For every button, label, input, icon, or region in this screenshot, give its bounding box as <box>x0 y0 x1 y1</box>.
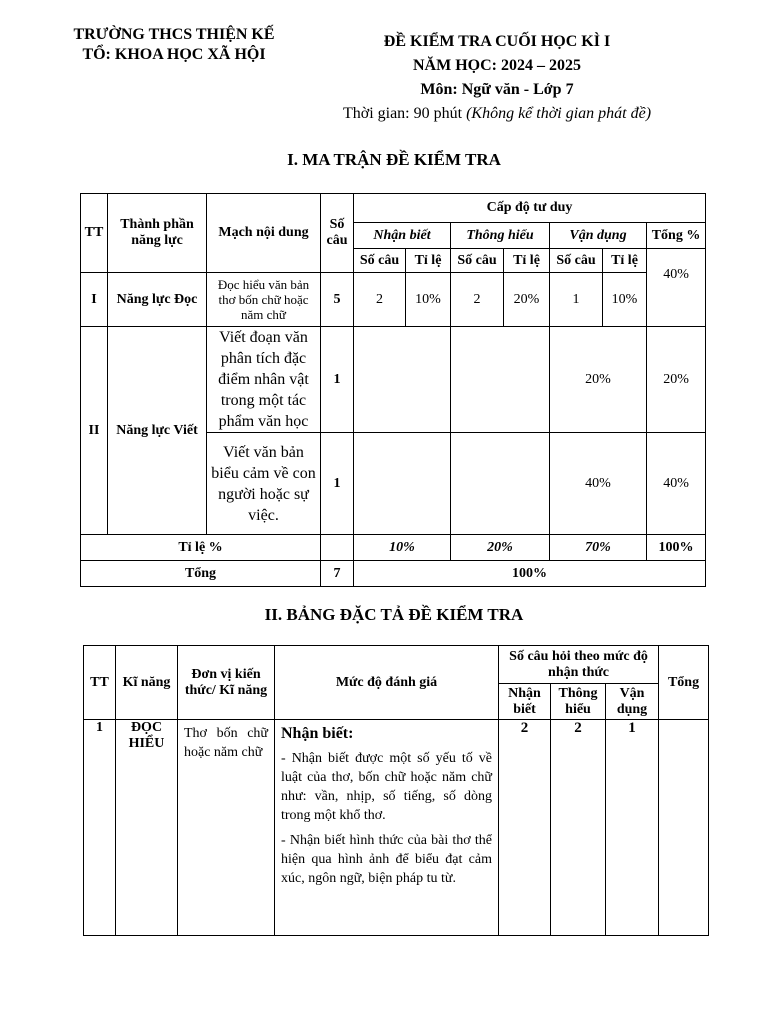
row2-und-a <box>451 327 550 433</box>
matrix-ratio-row <box>81 535 706 561</box>
level-heading: Nhận biết: <box>281 725 354 742</box>
exam-matrix-table <box>80 193 706 587</box>
row1-app-pct: 10% <box>603 273 647 327</box>
row2-app-pct-b: 40% <box>550 433 647 535</box>
row2-rec-b <box>354 433 451 535</box>
spec-row-1 <box>84 720 709 936</box>
spec-th-unit: Đơn vị kiến thức/ Kĩ năng <box>178 646 275 720</box>
row2-rec-a <box>354 327 451 433</box>
total-pct-reading: 40% <box>647 249 706 327</box>
matrix-row-writing-a <box>81 327 706 433</box>
row2-competency: Năng lực Viết <box>108 327 207 535</box>
th-ti-le-rec: Tỉ lệ <box>406 249 451 273</box>
level-paragraph-1: - Nhận biết được một số yếu tố về luật của thơ, bốn chữ hoặc năm chữ như: vần, nhịp, số tiếng, số dòng trong một khổ thơ. <box>281 751 492 823</box>
spec-row1-skill: ĐỌC HIỂU <box>116 720 178 936</box>
row2-total-a: 20% <box>647 327 706 433</box>
spec-header-row-1 <box>84 646 709 684</box>
spec-th-recognize: Nhận biết <box>499 684 551 720</box>
spec-row1-tt: 1 <box>84 720 116 936</box>
th-so-cau-und: Số câu <box>451 249 504 273</box>
th-thinking-level: Cấp độ tư duy <box>354 194 706 223</box>
row2-total-b: 40% <box>647 433 706 535</box>
ratio-und: 20% <box>451 535 550 561</box>
exam-title: ĐỀ KIỂM TRA CUỐI HỌC KÌ I <box>383 33 611 50</box>
th-ti-le-app: Tỉ lệ <box>603 249 647 273</box>
th-recognize: Nhận biết <box>354 223 451 249</box>
ratio-label: Tỉ lệ % <box>81 535 321 561</box>
exam-spec-table <box>83 645 709 936</box>
department-name: TỔ: KHOA HỌC XÃ HỘI <box>82 46 266 63</box>
th-tt: TT <box>81 194 108 273</box>
total-num: 7 <box>321 561 354 587</box>
th-total-pct: Tổng % <box>647 223 706 249</box>
row2-tt: II <box>81 327 108 535</box>
row2-num-b: 1 <box>321 433 354 535</box>
time-note: (Không kể thời gian phát đề) <box>466 105 652 122</box>
spec-row1-und: 2 <box>551 720 606 936</box>
spec-row1-rec: 2 <box>499 720 551 936</box>
row2-num-a: 1 <box>321 327 354 433</box>
row1-competency: Năng lực Đọc <box>108 273 207 327</box>
row1-content: Đọc hiểu văn bản thơ bốn chữ hoặc năm chữ <box>207 273 321 327</box>
ratio-empty <box>321 535 354 561</box>
th-so-cau-rec: Số câu <box>354 249 406 273</box>
spec-row1-total <box>659 720 709 936</box>
row1-rec-count: 2 <box>354 273 406 327</box>
ratio-rec: 10% <box>354 535 451 561</box>
spec-th-skill: Kĩ năng <box>116 646 178 720</box>
total-value: 100% <box>354 561 706 587</box>
th-ti-le-und: Tỉ lệ <box>504 249 550 273</box>
spec-th-apply: Vận dụng <box>606 684 659 720</box>
th-content: Mạch nội dung <box>207 194 321 273</box>
spec-th-understand: Thông hiểu <box>551 684 606 720</box>
section1-title: I. MA TRẬN ĐỀ KIỂM TRA <box>287 150 501 169</box>
row2-app-pct-a: 20% <box>550 327 647 433</box>
spec-row1-app: 1 <box>606 720 659 936</box>
matrix-row-reading <box>81 273 706 327</box>
row2-content-b: Viết văn bản biểu cảm về con người hoặc sự việc. <box>207 433 321 535</box>
spec-row1-unit: Thơ bốn chữ hoặc năm chữ <box>178 720 275 936</box>
th-num-questions: Số câu <box>321 194 354 273</box>
row1-num: 5 <box>321 273 354 327</box>
subject: Môn: Ngữ văn - Lớp 7 <box>420 81 574 98</box>
th-understand: Thông hiểu <box>451 223 550 249</box>
level-paragraph-2: - Nhận biết hình thức của bài thơ thể hiện qua hình ảnh để biểu đạt cảm xúc, ngôn ngữ, biện pháp tu từ. <box>281 833 492 886</box>
th-competency: Thành phần năng lực <box>108 194 207 273</box>
total-label: Tổng <box>81 561 321 587</box>
row1-tt: I <box>81 273 108 327</box>
matrix-header-row-1 <box>81 194 706 223</box>
spec-row1-level <box>275 720 499 936</box>
spec-th-num-by-level: Số câu hỏi theo mức độ nhận thức <box>499 646 659 684</box>
spec-th-total: Tổng <box>659 646 709 720</box>
row1-und-count: 2 <box>451 273 504 327</box>
school-year: NĂM HỌC: 2024 – 2025 <box>413 57 581 74</box>
section2-title: II. BẢNG ĐẶC TẢ ĐỀ KIỂM TRA <box>264 605 524 624</box>
matrix-total-row <box>81 561 706 587</box>
exam-time <box>322 102 672 126</box>
row1-app-count: 1 <box>550 273 603 327</box>
spec-th-level: Mức độ đánh giá <box>275 646 499 720</box>
spec-th-tt: TT <box>84 646 116 720</box>
row2-content-a: Viết đoạn văn phân tích đặc điểm nhân vật trong một tác phẩm văn học <box>207 327 321 433</box>
time-label: Thời gian: 90 phút <box>342 105 463 122</box>
row1-und-pct: 20% <box>504 273 550 327</box>
row2-und-b <box>451 433 550 535</box>
exam-header <box>322 30 672 126</box>
ratio-total: 100% <box>647 535 706 561</box>
th-so-cau-app: Số câu <box>550 249 603 273</box>
school-header <box>50 25 298 65</box>
row1-rec-pct: 10% <box>406 273 451 327</box>
th-apply: Vận dụng <box>550 223 647 249</box>
school-name: TRƯỜNG THCS THIỆN KẾ <box>73 26 275 43</box>
ratio-app: 70% <box>550 535 647 561</box>
